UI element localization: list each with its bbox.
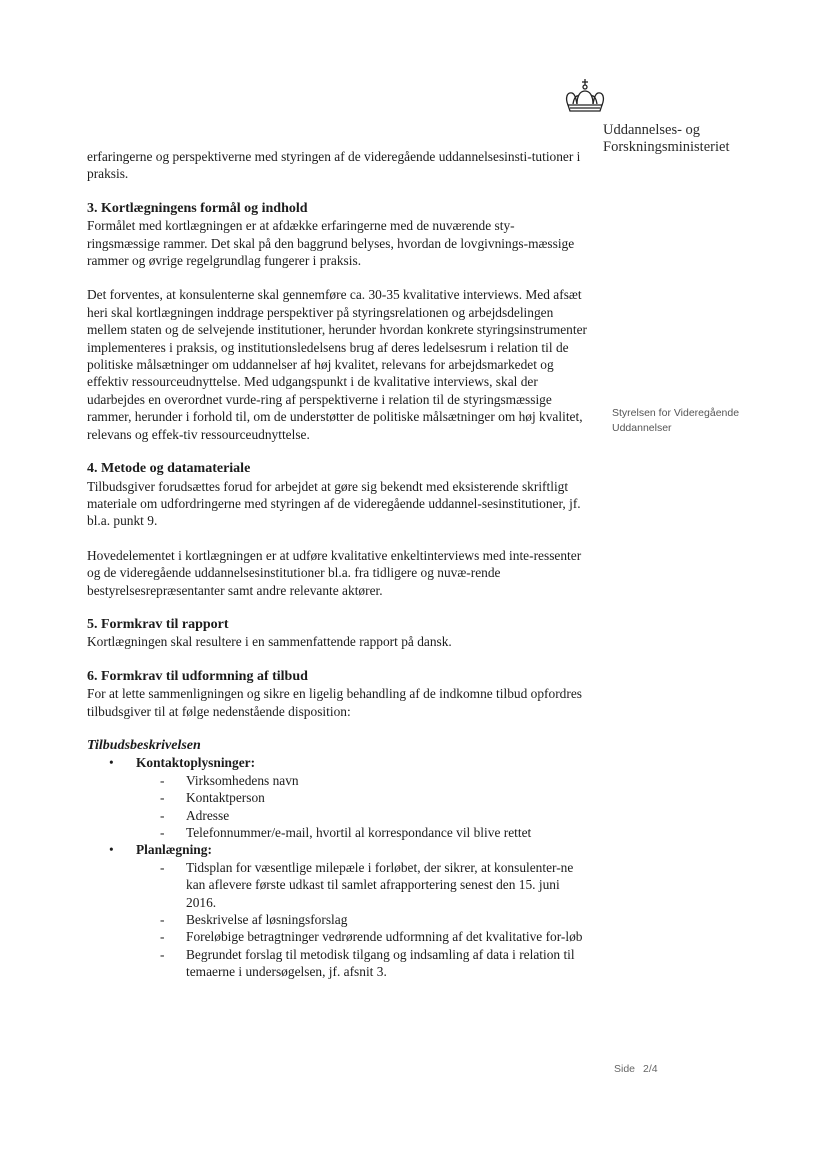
- bullet-title: • Planlægning:: [136, 842, 212, 858]
- ministry-name: [603, 122, 729, 156]
- ministry-line-2: Forskningsministeriet: [603, 139, 730, 155]
- section-4-paragraph-2: Hovedelementet i kortlægningen er at udføre kvalitative enkeltinterviews med inte-ressenter og de videregående uddannelsesinstitutioner bl.a. fra tidligere og nuvæ-rende bestyrelsesrepræsentanter samt andre relevante aktører.: [87, 547, 582, 598]
- section-6-paragraph-1: For at lette sammenligningen og sikre en ligelig behandling af de indkomne tilbud opfordres tilbudsgiver til at følge nedenstående disposition:: [87, 686, 582, 719]
- planning-sublist: [136, 859, 587, 981]
- crown-logo-icon: [562, 78, 608, 116]
- list-item: - Kontaktperson: [160, 789, 587, 806]
- page-label: Side: [614, 1063, 636, 1075]
- list-item: - Adresse: [160, 807, 587, 824]
- bullet-title: • Kontaktoplysninger:: [136, 755, 256, 771]
- list-item: - Begrundet forslag til metodisk tilgang og indsamling af data i relation til temaerne i undersøgelsen, jf. afsnit 3.: [160, 946, 587, 981]
- intro-paragraph: erfaringerne og perspektiverne med styringen af de videregående uddannelsesinsti-tutioner i praksis.: [87, 149, 581, 182]
- disposition-list: [87, 754, 587, 980]
- list-item: - Tidsplan for væsentlige milepæle i forløbet, der sikrer, at konsulenter-ne kan aflevere første udkast til samlet afrapportering senest den 15. juni 2016.: [160, 859, 587, 911]
- list-item: - Foreløbige betragtninger vedrørende udformning af det kvalitative for-løb: [160, 928, 587, 945]
- section-5-heading: 5. Formkrav til rapport: [87, 616, 229, 632]
- bullet-item-contact: [109, 754, 587, 841]
- section-3-heading: 3. Kortlægningens formål og indhold: [87, 200, 308, 216]
- ministry-line-1: Uddannelses- og: [603, 122, 701, 138]
- section-4-paragraph-1: Tilbudsgiver forudsættes forud for arbejdet at gøre sig bekendt med eksisterende skriftligt materiale om udfordringerne med styringen af de videregående uddannel-sesinstitutioner, jf. bl.a. punkt 9.: [87, 478, 581, 529]
- document-body: [87, 148, 587, 981]
- contact-sublist: [136, 772, 587, 842]
- section-6-heading: 6. Formkrav til udformning af tilbud: [87, 668, 308, 684]
- list-item: - Beskrivelse af løsningsforslag: [160, 911, 587, 928]
- tilbud-subheading: Tilbudsbeskrivelsen: [87, 737, 201, 753]
- list-item: - Telefonnummer/e-mail, hvortil al korrespondance vil blive rettet: [160, 824, 587, 841]
- page-number: [614, 1063, 658, 1075]
- section-3-paragraph-2: Det forventes, at konsulenterne skal gennemføre ca. 30-35 kvalitative interviews. Med afsæt heri skal kortlægningen inddrage perspektiver på styringsrelationen og arbejdsdelingen mellem staten og de selvejende institutioner, herunder hvordan konkrete styringsinstrumenter implementeres i praksis, og institutionsledelsens brug af deres ledelsesrum i relation til de politiske målsætninger om uddannelser af høj kvalitet, relevans for arbejdsmarkedet og effektiv ressourceudnyttelse. Med udgangspunkt i de kvalitative interviews, skal der udarbejdes en overordnet vurde-ring af perspektiverne i relation til de styringsmæssige rammer, herunder i forhold til, om de understøtter de politiske målsætninger om høj kvalitet, relevans og effek-tiv ressourceudnyttelse.: [87, 287, 587, 442]
- agency-name: [612, 406, 739, 436]
- page-value: 2/4: [643, 1063, 658, 1075]
- section-4-heading: 4. Metode og datamateriale: [87, 461, 251, 477]
- list-item: - Virksomhedens navn: [160, 772, 587, 789]
- bullet-item-planning: [109, 841, 587, 980]
- agency-line-2: Uddannelser: [612, 422, 672, 434]
- agency-line-1: Styrelsen for Videregående: [612, 407, 740, 419]
- section-5-paragraph-1: Kortlægningen skal resultere i en sammenfattende rapport på dansk.: [87, 634, 452, 650]
- section-3-paragraph-1: Formålet med kortlægningen er at afdække erfaringerne med de nuværende sty-ringsmæssige rammer. Det skal på den baggrund belyses, hvordan de lovgivnings-mæssige rammer og øvrige regelgrundlag fungerer i praksis.: [87, 218, 575, 269]
